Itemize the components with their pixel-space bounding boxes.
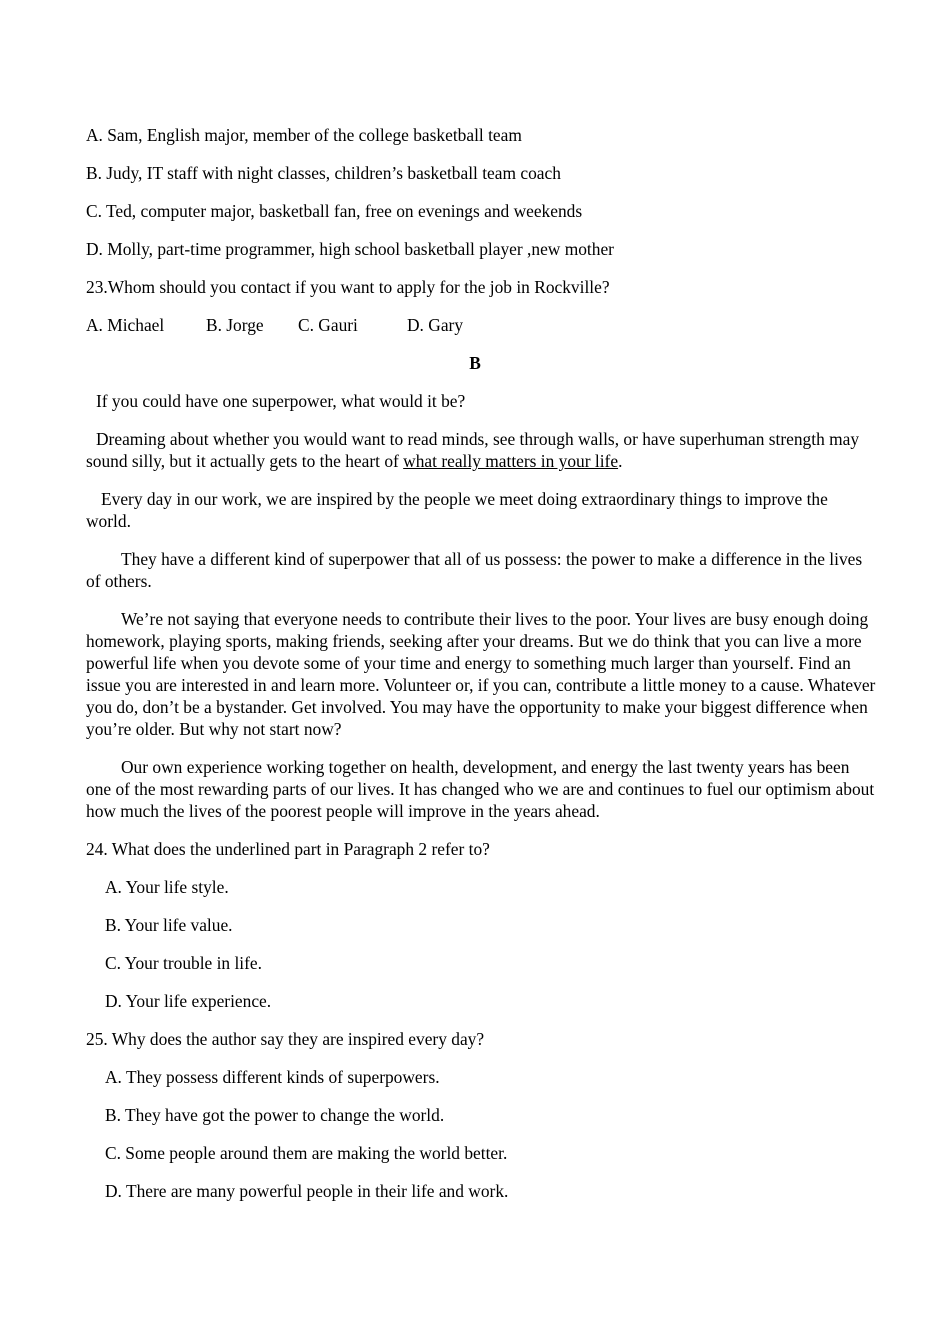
q23-option-d: D. Gary: [407, 315, 464, 335]
q23-option-b: B. Jorge: [206, 315, 264, 335]
q23-options: [86, 314, 866, 336]
paragraph-2-text: Dreaming about whether you would want to read minds, see through walls, or have superhuman strength may sound silly, but it actually gets to the heart of: [86, 429, 860, 471]
paragraph-2-end: .: [618, 451, 623, 471]
passage-paragraph-4: They have a different kind of superpower that all of us possess: the power to make a difference in the lives of others.: [86, 549, 863, 591]
q24-option-d: D. Your life experience.: [105, 991, 272, 1011]
underlined-phrase: what really matters in your life: [403, 451, 619, 471]
section-heading: B: [469, 353, 481, 373]
q22-option-c: C. Ted, computer major, basketball fan, free on evenings and weekends: [86, 201, 583, 221]
passage-paragraph-2: [86, 428, 876, 472]
q24-option-c: C. Your trouble in life.: [105, 953, 262, 973]
q25-option-a: A. They possess different kinds of superpowers.: [105, 1067, 440, 1087]
q24-option-a: A. Your life style.: [105, 877, 229, 897]
q22-option-b: B. Judy, IT staff with night classes, children’s basketball team coach: [86, 163, 561, 183]
q23-question: 23.Whom should you contact if you want to apply for the job in Rockville?: [86, 277, 610, 297]
passage-paragraph-6: Our own experience working together on health, development, and energy the last twenty years has been one of the most rewarding parts of our lives. It has changed who we are and continues to fuel our optimism about how much the lives of the poorest people will improve in the years ahead.: [86, 757, 875, 821]
q23-option-c: C. Gauri: [298, 315, 358, 335]
passage-paragraph-1: If you could have one superpower, what would it be?: [96, 391, 466, 411]
passage-paragraph-3: Every day in our work, we are inspired by the people we meet doing extraordinary things to improve the world.: [86, 489, 828, 531]
q25-option-b: B. They have got the power to change the world.: [105, 1105, 445, 1125]
q22-option-a: A. Sam, English major, member of the college basketball team: [86, 125, 522, 145]
passage-paragraph-5: We’re not saying that everyone needs to contribute their lives to the poor. Your lives are busy enough doing homework, playing sports, making friends, seeking after your dreams. But we do think that you can live a more powerful life when you devote some of your time and energy to something much larger than yourself. Find an issue you are interested in and learn more. Volunteer or, if you can, contribute a little money to a cause. Whatever you do, don’t be a bystander. Get involved. You may have the opportunity to make your biggest difference when you’re older. But why not start now?: [86, 609, 876, 739]
q24-question: 24. What does the underlined part in Paragraph 2 refer to?: [86, 839, 490, 859]
q24-option-b: B. Your life value.: [105, 915, 233, 935]
q25-option-d: D. There are many powerful people in their life and work.: [105, 1181, 509, 1201]
q22-option-d: D. Molly, part-time programmer, high school basketball player ,new mother: [86, 239, 614, 259]
q25-option-c: C. Some people around them are making the world better.: [105, 1143, 508, 1163]
q25-question: 25. Why does the author say they are inspired every day?: [86, 1029, 485, 1049]
q23-option-a: A. Michael: [86, 315, 165, 335]
